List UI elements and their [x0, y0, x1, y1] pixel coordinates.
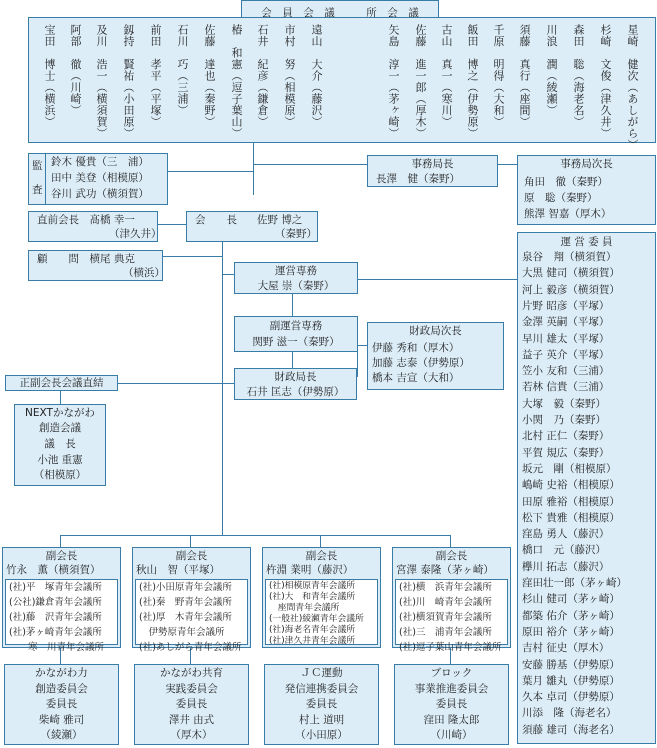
- secretary-general-name: 長澤 健（秦野）: [376, 173, 460, 185]
- council-member: 及川 浩一（横須賀）: [95, 24, 108, 139]
- steering-member: 久本 卓司（伊勢原）: [522, 691, 620, 704]
- member-org: (公社)鎌倉青年会議所: [9, 597, 102, 608]
- council-member: 古山 真一（寒川）: [440, 24, 453, 128]
- council-member: 宝田 博士（横浜）: [43, 24, 56, 128]
- finance-director-name: 石井 匡志（伊勢原）: [246, 386, 345, 398]
- vice-president-name: 宮澤 泰隆（茅ヶ崎）: [396, 564, 494, 576]
- connector: [292, 352, 293, 369]
- connector: [292, 293, 293, 316]
- secretary-general-title: 事務局長: [411, 158, 454, 170]
- vice-president-title: 副会長: [305, 550, 338, 562]
- vice-president-box: [132, 547, 251, 653]
- committee-box: [394, 664, 509, 745]
- committee-line: 事業推進委員会: [414, 682, 489, 695]
- committee-line: かながわ共育: [160, 667, 223, 679]
- connector: [158, 224, 187, 225]
- finance-deputy-member: 橋本 吉宣（大和）: [372, 372, 460, 384]
- president-box: [186, 211, 318, 242]
- member-org: (社)藤 沢青年会議所: [9, 612, 102, 623]
- member-org: 伊勢原青年会議所: [139, 627, 225, 638]
- steering-member: 河上 毅彦（横須賀）: [522, 283, 620, 296]
- member-org: (社)厚 木青年会議所: [139, 612, 232, 623]
- past-president: 直前会長 髙橋 幸一: [37, 214, 135, 226]
- council-title: 会 員 会 議 所 会 議: [261, 7, 419, 19]
- auditors-label: 監: [32, 160, 43, 172]
- member-org: (社)横 浜青年会議所: [399, 582, 492, 593]
- council-member: 石井 紀彦（鎌倉）: [256, 24, 269, 128]
- finance-deputy-box: [367, 322, 504, 390]
- steering-member: 坂元 剛（相模原）: [522, 462, 617, 475]
- steering-member: 嶋崎 史裕（相模原）: [522, 479, 620, 492]
- committee-line: 澤井 由式: [168, 713, 215, 726]
- committee-box: [134, 664, 249, 745]
- vice-managing-name: 関野 滋一（秦野）: [252, 336, 340, 348]
- member-org: (社)三 浦青年会議所: [399, 627, 492, 638]
- member-orgs-box: [395, 579, 508, 653]
- finance-director-box: [234, 368, 357, 400]
- connector: [253, 143, 254, 195]
- ex-president-council-box: [5, 375, 118, 391]
- committee-line: （厚木）: [170, 729, 213, 741]
- connector: [118, 383, 235, 384]
- council-member: 阿部 徹（川崎）: [69, 24, 82, 116]
- vice-president-name: 竹永 薫（横須賀）: [6, 564, 101, 576]
- member-org: 寒 川青年会議所: [9, 642, 105, 653]
- member-org: (社)大 和青年会議所: [269, 592, 356, 602]
- auditors-box: [28, 153, 168, 205]
- council-member: 佐藤 達也（秦野）: [203, 24, 216, 128]
- council-member: 前田 孝平（平塚）: [149, 24, 162, 128]
- steering-member: 橋口 元（藤沢）: [522, 544, 606, 557]
- advisor-box: [28, 250, 163, 281]
- committee-line: （川崎）: [430, 729, 473, 741]
- next-kanagawa-line: NEXTかながわ: [25, 407, 95, 419]
- finance-deputy-member: 伊藤 秀和（厚木）: [372, 342, 460, 354]
- member-org: (社)横須賀青年会議所: [399, 612, 492, 623]
- vice-managing-title: 副運営専務: [269, 320, 323, 332]
- committee-line: 村上 道明: [298, 713, 345, 726]
- steering-member: 田原 雅裕（相模原）: [522, 495, 620, 508]
- council-member: 杉崎 文俊（津久井）: [599, 24, 612, 139]
- steering-member: 金澤 英嗣（平塚）: [522, 316, 610, 329]
- council-member: 釼持 賢祐（小田原）: [122, 24, 135, 139]
- auditor: 谷川 武功（横須賀）: [51, 188, 149, 200]
- steering-member: 早川 雄太（平塚）: [522, 332, 610, 345]
- council-member: 石川 巧（三浦）: [176, 24, 189, 116]
- vice-president-title: 副会長: [45, 550, 78, 562]
- steering-member: 若林 信貴（三浦）: [522, 381, 610, 394]
- next-kanagawa-line: （相模原）: [33, 469, 87, 481]
- connector: [222, 240, 223, 535]
- committee-line: 委員長: [175, 698, 208, 710]
- auditor: 田中 美登（相模原）: [51, 172, 149, 184]
- president-city: （秦野）: [275, 228, 317, 240]
- council-member: 佐藤 進一郎（厚木）: [414, 24, 427, 139]
- steering-member: 泉谷 翔（横須賀）: [522, 251, 617, 263]
- member-org: (社)川 崎青年会議所: [399, 597, 492, 608]
- steering-member: 窪島 勇人（藤沢）: [522, 528, 610, 541]
- steering-member: 大塚 毅（秦野）: [522, 397, 606, 410]
- vice-president-title: 副会長: [175, 550, 208, 562]
- steering-member: 杉山 健司（茅ヶ崎）: [522, 593, 620, 606]
- committee-line: ＪＣ運動: [300, 667, 343, 679]
- president-title: 会 長: [195, 214, 237, 226]
- steering-committee-box: [517, 232, 656, 744]
- finance-director-title: 財政局長: [274, 371, 317, 383]
- committee-line: ブロック: [430, 667, 473, 679]
- vice-president-title: 副会長: [435, 550, 468, 562]
- member-org: (社)逗子葉山青年会議所: [399, 642, 502, 653]
- member-org: 座間青年会議所: [269, 603, 340, 613]
- finance-deputy-title: 財政局次長: [409, 325, 462, 337]
- next-kanagawa-line: 小池 重憲: [37, 454, 83, 466]
- member-org: (社)秦 野青年会議所: [139, 597, 232, 608]
- deputy-secretaries-box: [517, 155, 656, 225]
- council-member: 飯田 博之（伊勢原）: [466, 24, 479, 139]
- member-org: (社)海老名青年会議所: [269, 625, 356, 635]
- auditor: 鈴木 優貴（三 浦）: [51, 156, 149, 168]
- steering-member: 吉村 征史（厚木）: [522, 642, 610, 655]
- steering-member: 須藤 雄司（海老名）: [522, 723, 620, 736]
- deputy-secretary: 原 聡（秦野）: [524, 192, 598, 204]
- connector: [358, 279, 517, 280]
- committee-line: 実践委員会: [165, 682, 218, 695]
- steering-member: 片野 昭彦（平塚）: [522, 299, 610, 312]
- steering-member: 原田 裕介（茅ヶ崎）: [522, 625, 620, 638]
- council-member: 千原 明得（大和）: [492, 24, 505, 128]
- steering-member: 松下 貴雅（相模原）: [522, 511, 620, 524]
- steering-member: 窪田壮一郎（茅ヶ崎）: [522, 577, 627, 589]
- steering-member: 笠小 友和（三浦）: [522, 365, 610, 378]
- deputy-secretary: 角田 徹（秦野）: [524, 176, 608, 188]
- steering-member: 大黒 健司（横須賀）: [522, 267, 620, 280]
- member-org: (社)あしがら青年会議所: [139, 642, 242, 653]
- steering-member: 北村 正仁（秦野）: [522, 430, 610, 443]
- managing-director-name: 大屋 崇（秦野）: [257, 280, 335, 292]
- committee-line: 発信連携委員会: [284, 682, 359, 695]
- steering-member: 都築 佑介（茅ヶ崎）: [522, 609, 620, 622]
- next-kanagawa-line: 創造会議: [39, 422, 81, 434]
- member-orgs-box: [265, 579, 378, 645]
- next-kanagawa-line: 議 長: [44, 438, 76, 450]
- connector: [60, 535, 61, 547]
- connector: [60, 535, 451, 536]
- advisor-city: （横浜）: [123, 267, 165, 279]
- member-org: (社)相模原青年会議所: [269, 581, 356, 591]
- connector: [190, 535, 191, 547]
- vice-president-box: [392, 547, 511, 653]
- member-org: (社)津久井青年会議所: [269, 636, 356, 646]
- member-orgs-box: [5, 579, 118, 653]
- council-member: 森田 聡（海老名）: [572, 24, 585, 128]
- vice-president-box: [262, 547, 381, 648]
- connector: [253, 164, 368, 165]
- steering-member: 欅川 拓志（藤沢）: [522, 560, 610, 573]
- committee-box: [4, 664, 119, 745]
- vice-president-box: [2, 547, 121, 653]
- auditors-label: 査: [32, 184, 43, 196]
- finance-deputy-member: 加藤 志泰（伊勢原）: [372, 357, 470, 369]
- steering-member: 葉月 雛丸（伊勢原）: [522, 674, 620, 687]
- connector: [450, 535, 451, 547]
- connector: [163, 256, 223, 257]
- member-org: (一般社)綾瀬青年会議所: [269, 614, 364, 624]
- committee-line: 委員長: [305, 698, 338, 710]
- council-member: 市村 努（相模原）: [283, 24, 296, 128]
- deputy-secretaries-title: 事務局次長: [560, 158, 613, 170]
- committee-line: 柴崎 雅司: [38, 713, 85, 726]
- committee-line: （綾瀬）: [40, 729, 83, 741]
- committee-line: 委員長: [435, 698, 468, 710]
- member-orgs-box: [135, 579, 248, 653]
- steering-member: 小関 乃（秦野）: [522, 414, 606, 426]
- steering-member: 益子 英介（平塚）: [522, 348, 610, 361]
- connector: [498, 164, 518, 165]
- president-name: 佐野 博之: [257, 214, 303, 226]
- steering-member: 川添 隆（海老名）: [522, 707, 617, 720]
- council-member: 椿 和憲（逗子葉山）: [230, 24, 243, 139]
- past-president-box: [28, 211, 162, 242]
- council-member: 遠山 大介（藤沢）: [310, 24, 323, 128]
- committee-line: 委員長: [45, 698, 78, 710]
- managing-director-title: 運営専務: [275, 265, 317, 277]
- steering-member: 安藤 勝基（伊勢原）: [522, 658, 620, 671]
- next-kanagawa-box: [14, 404, 106, 486]
- committee-line: 創造委員会: [35, 682, 88, 695]
- committee-line: 窪田 隆太郎: [423, 713, 480, 726]
- committee-line: （小田原）: [295, 729, 348, 741]
- committee-box: [264, 664, 379, 745]
- advisor: 顧 問 横尾 典克: [37, 253, 135, 265]
- member-org: (社)平 塚青年会議所: [9, 582, 102, 593]
- managing-director-box: [234, 262, 358, 294]
- council-member: 矢島 淳一（茅ヶ崎）: [387, 24, 400, 139]
- council-title-box: [241, 0, 439, 18]
- connector: [168, 171, 253, 172]
- member-org: (社)小田原青年会議所: [139, 582, 232, 593]
- connector: [60, 391, 61, 404]
- council-member: 星崎 健次（あしがら）: [626, 24, 639, 151]
- deputy-secretary: 熊澤 智嘉（厚木）: [524, 208, 612, 220]
- past-president-city: （津久井）: [109, 228, 162, 240]
- member-org: (社)茅ヶ崎青年会議所: [9, 627, 102, 638]
- connector: [320, 535, 321, 547]
- vice-managing-box: [234, 316, 358, 352]
- secretary-general-box: [367, 155, 498, 187]
- ex-president-council-title: 正副会長会議直結: [19, 377, 104, 389]
- council-member: 川浪 潤（綾瀬）: [545, 24, 558, 116]
- committee-line: かながわ力: [35, 667, 88, 679]
- vice-president-name: 秋山 智（平塚）: [136, 564, 220, 576]
- steering-title: 運 営 委 員: [560, 236, 613, 248]
- council-member: 須藤 真行（座間）: [518, 24, 531, 128]
- vice-president-name: 杵淵 業明（藤沢）: [266, 564, 354, 576]
- steering-member: 平賀 規広（秦野）: [522, 446, 610, 459]
